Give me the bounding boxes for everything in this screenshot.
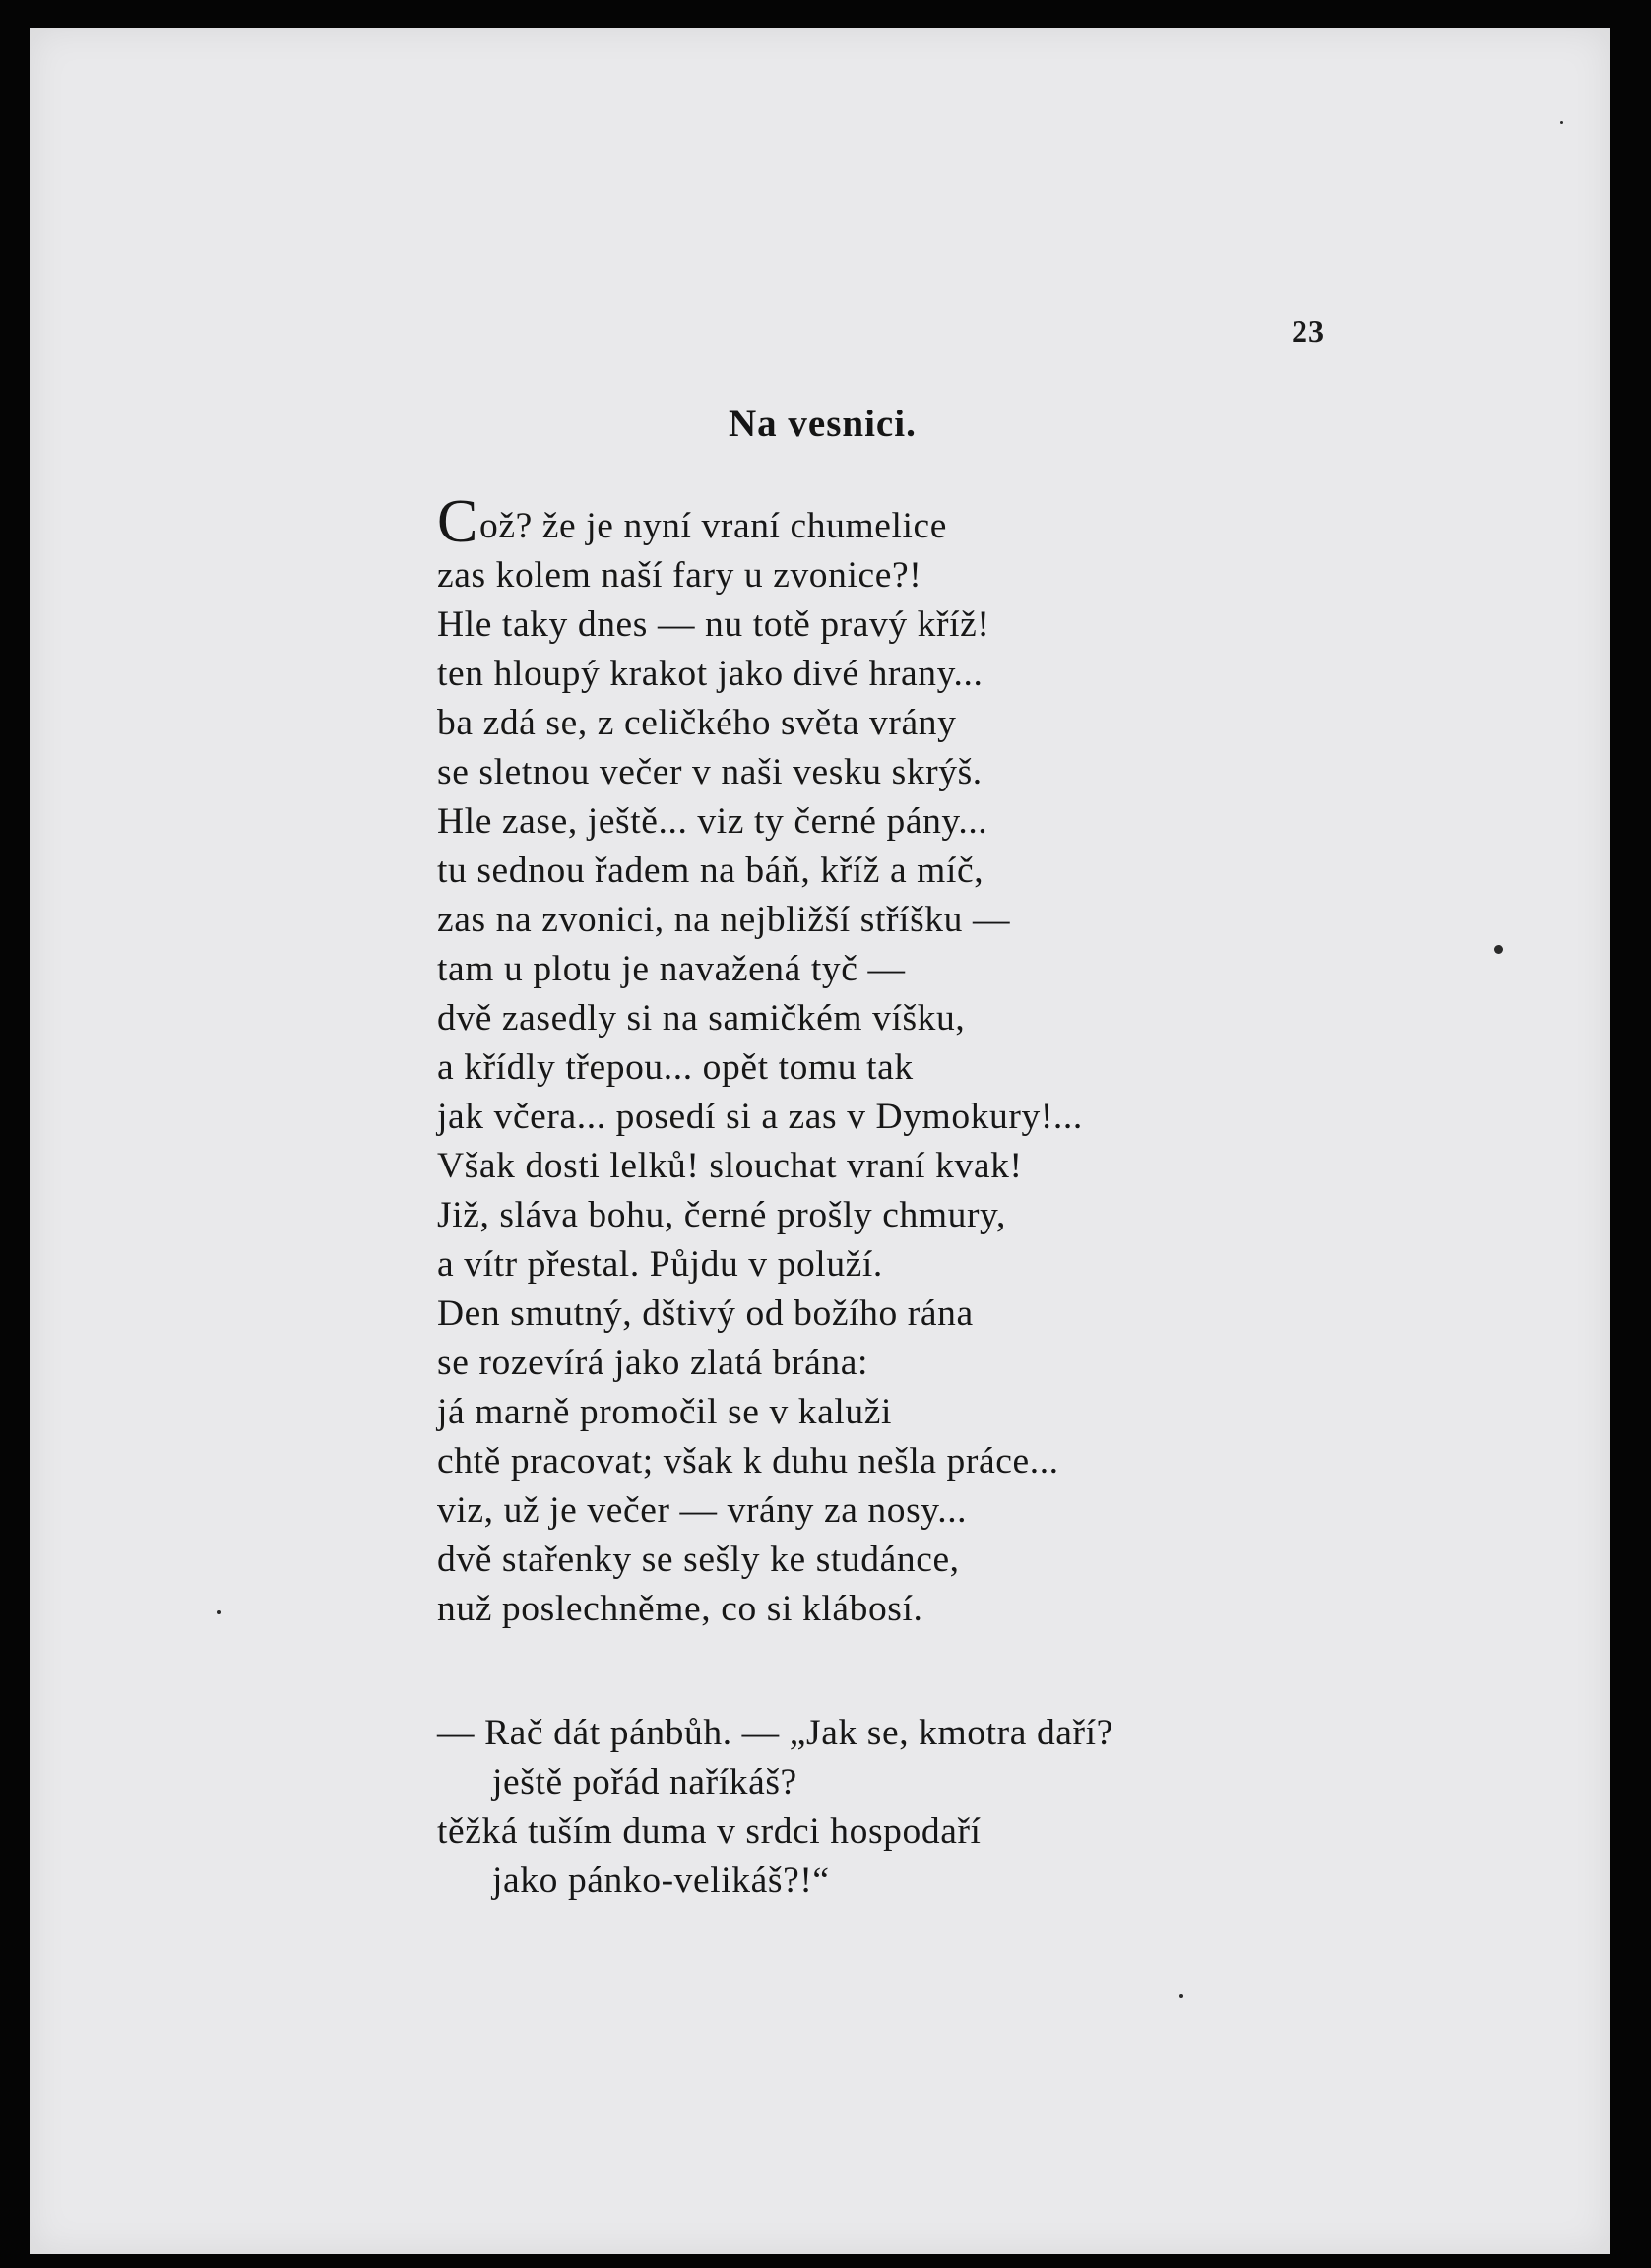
poem-line: dvě zasedly si na samičkém víšku, — [437, 998, 966, 1039]
book-page — [30, 28, 1610, 2254]
poem-line: viz, už je večer — vrány za nosy... — [437, 1490, 968, 1531]
poem-line: nuž poslechněme, co si klábosí. — [437, 1589, 923, 1629]
poem-title: Na vesnici. — [729, 403, 917, 445]
poem-line: ještě pořád naříkáš? — [492, 1762, 797, 1802]
dust-speck — [217, 1610, 221, 1614]
page-number: 23 — [1292, 313, 1325, 348]
poem-line: chtě pracovat; však k duhu nešla práce... — [437, 1441, 1059, 1481]
drop-cap: C — [437, 488, 478, 555]
poem-line: Hle zase, ještě... viz ty černé pány... — [437, 801, 988, 842]
dust-speck — [1494, 945, 1503, 954]
poem-line: zas na zvonici, na nejbližší stříšku — — [437, 900, 1011, 940]
poem-line — [437, 488, 1083, 555]
poem-line: jak včera... posedí si a zas v Dymokury!... — [437, 1097, 1083, 1137]
poem-line: jako pánko-velikáš?!“ — [492, 1860, 830, 1901]
poem-line: ten hloupý krakot jako divé hrany... — [437, 654, 984, 694]
poem-line: Však dosti lelků! slouchat vraní kvak! — [437, 1146, 1023, 1186]
poem-line: těžká tuším duma v srdci hospodaří — [437, 1811, 982, 1852]
poem-line: zas kolem naší fary u zvonice?! — [437, 555, 922, 596]
poem-line: Hle taky dnes — nu totě pravý kříž! — [437, 604, 990, 645]
poem-line: se rozevírá jako zlatá brána: — [437, 1343, 868, 1383]
poem-line: a křídly třepou... opět tomu tak — [437, 1047, 914, 1088]
poem-line: tu sednou řadem na báň, kříž a míč, — [437, 850, 984, 891]
poem-line: Již, sláva bohu, černé prošly chmury, — [437, 1195, 1006, 1235]
poem-line: tam u plotu je navažená tyč — — [437, 949, 906, 989]
poem-line: dvě stařenky se sešly ke studánce, — [437, 1540, 960, 1580]
poem-line: se sletnou večer v naši vesku skrýš. — [437, 752, 983, 792]
poem-line: já marně promočil se v kaluži — [437, 1392, 893, 1432]
poem-line: — Rač dát pánbůh. — „Jak se, kmotra daří? — [437, 1713, 1113, 1753]
poem-line: Den smutný, dštivý od božího rána — [437, 1293, 974, 1334]
dust-speck — [1179, 1994, 1183, 1998]
poem-stanza-1 — [437, 488, 1083, 1634]
poem-line: a vítr přestal. Půjdu v poluží. — [437, 1244, 883, 1285]
poem-stanza-2 — [437, 1709, 1113, 1906]
first-line-text: ož? že je nyní vraní chumelice — [478, 506, 948, 546]
dust-speck — [1560, 121, 1563, 124]
poem-line: ba zdá se, z celičkého světa vrány — [437, 703, 957, 743]
